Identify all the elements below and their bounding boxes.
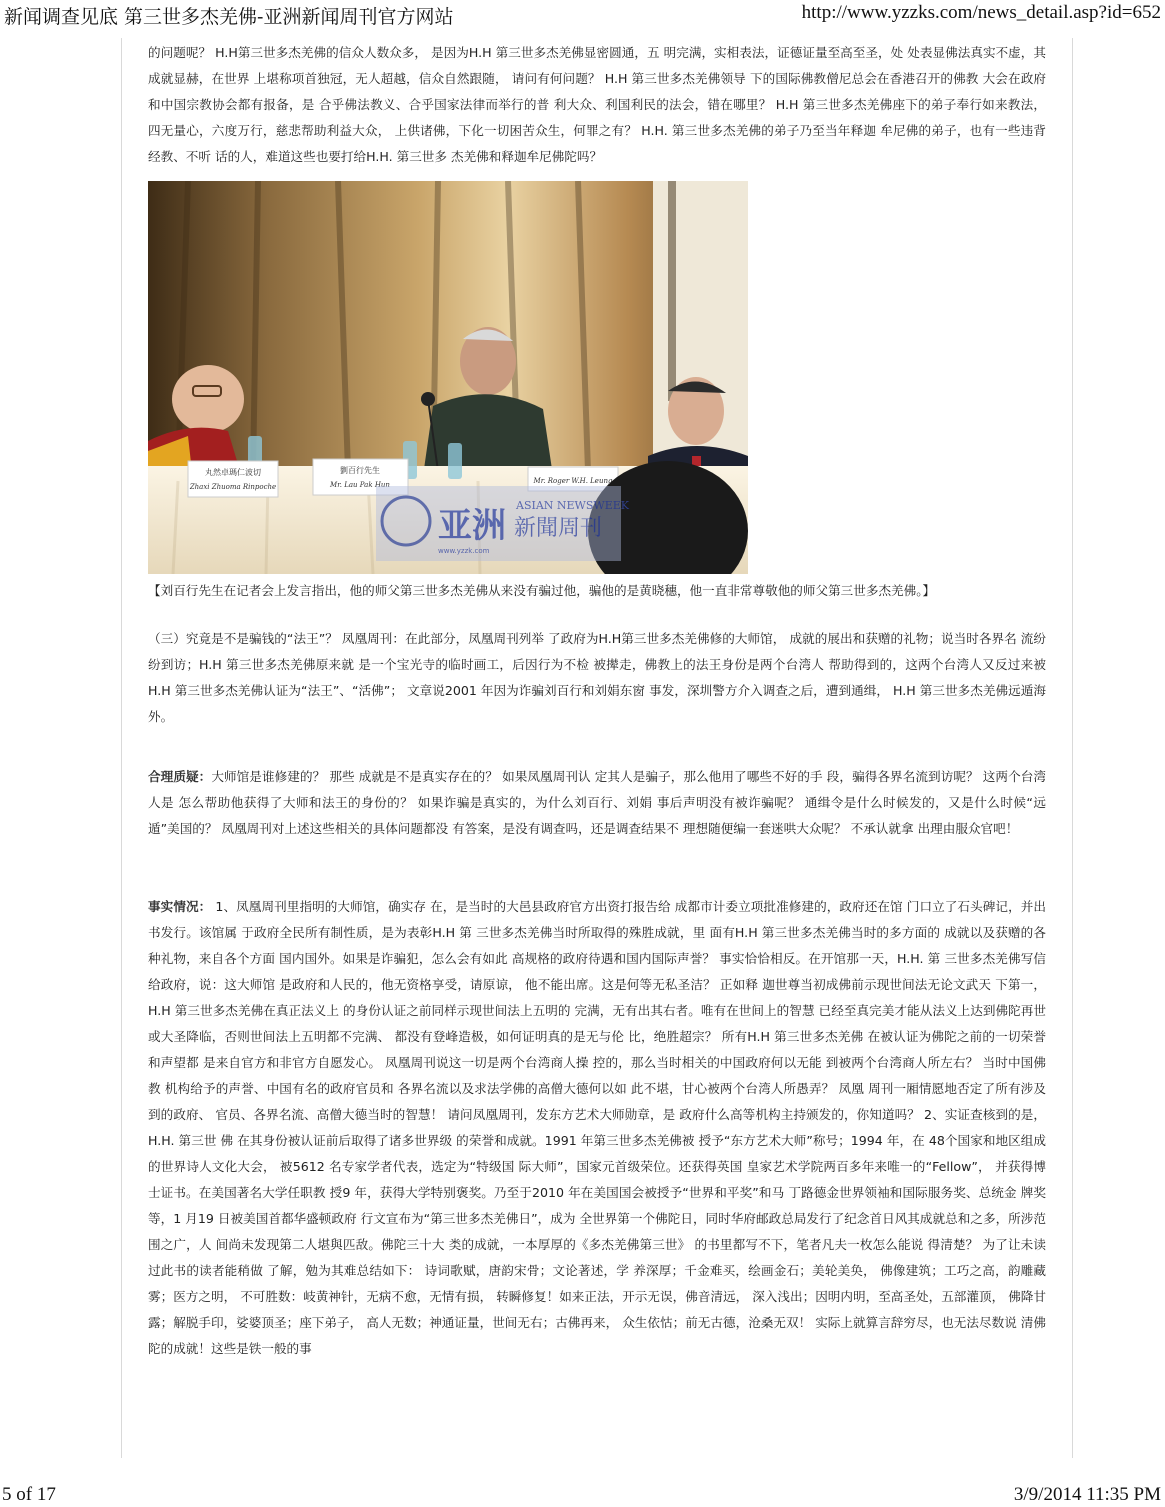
watermark-cn-1: 亚洲	[438, 506, 506, 546]
print-header	[0, 0, 1165, 36]
article-paragraph-3	[148, 764, 1046, 842]
placard-left	[188, 461, 278, 497]
page-title: 新闻调查见底 第三世多杰羌佛-亚洲新闻周刊官方网站	[4, 6, 454, 28]
watermark-site: www.yzzk.com	[438, 547, 490, 555]
paragraph-3-label: 合理质疑：	[148, 769, 212, 784]
paragraph-4-text: 1、凤凰周刊里指明的大师馆，确实存 在，是当时的大邑县政府官方出资打报告给 成都市计委立项批准修建的，政府还在馆 门口立了石头碑记，并出书发行。该馆属 于政府全民所有制性质，是为表彰H.H 第 三世多杰羌佛当时所取得的殊胜成就，里 面有H.H 第三世多杰羌佛当时的多方面的 成就以及获赠的各种礼物，来自各个方面 国内国外。如果是诈骗犯，怎么会有如此 高规格的政府待遇和国内国际声誉？ 事实恰恰相反。在开馆那一天，H.H. 第 三世多杰羌佛写信给政府，说：这大师馆 是政府和人民的，他无资格享受，请原谅， 他不能出席。这是何等无私圣洁？ 正如释 迦世尊当初成佛前示现世间法无论文武天 下第一，H.H 第三世多杰羌佛在真正法义上 的身份认证之前同样示现世间法上五明的 完满，无有出其右者。唯有在世间上的智慧 已经至真完美才能从法义上达到佛陀再世 或大圣降临，否则世间法上五明都不完满、 都没有登峰造极，如何证明真的是无与伦 比，绝胜超宗？ 所有H.H 第三世多杰羌佛 在被认证为佛陀之前的一切荣誉和声望都 是来自官方和非官方自愿发心。 凤凰周刊说这一切是两个台湾商人操 控的，那么当时相关的中国政府何以无能 到被两个台湾商人所左右？ 当时中国佛教 机构给予的声誉、中国有名的政府官员和 各界名流以及求法学佛的高僧大德何以如 此不堪，甘心被两个台湾人所愚弄？ 凤凰 周刊一厢情愿地否定了所有涉及到的政府、 官员、各界名流、高僧大德当时的智慧！ 请问凤凰周刊，发东方艺术大师勋章，是 政府什么高等机构主持颁发的，你知道吗？ 2、实证查核到的是，H.H. 第三世 佛 在其身份被认证前后取得了诸多世界级 的荣誉和成就。1991 年第三世多杰羌佛被 授予“东方艺术大师”称号；1994 年，在 48个国家和地区组成的世界诗人文化大会， 被5612 名专家学者代表，选定为“特级国 际大师”，国家元首级荣位。还获得英国 皇家艺术学院两百多年来唯一的“Fellow”， 并获得博士证书。在美国著名大学任职教 授9 年，获得大学特别褒奖。乃至于2010 年在美国国会被授予“世界和平奖”和马 丁路德金世界领袖和国际服务奖、总统金 牌奖等，1 月19 日被美国首都华盛顿政府 行文宣布为“第三世多杰羌佛日”，成为 全世界第一个佛陀日，同时华府邮政总局发行了纪念首日风其成就总和之多，所涉范围之广，人 间尚未发现第二人堪與匹敌。佛陀三十大 类的成就，一本厚厚的《多杰羌佛第三世》 的书里都写不下，笔者凡夫一枚怎么能说 得清楚？ 为了让未读过此书的读者能稍做 了解，勉为其难总结如下： 诗词歌赋，唐韵宋骨；文论著述，学 养深厚；千金难买，绘画金石；美轮美奂， 佛像建筑；工巧之高，韵雕藏雾；医方之明， 不可胜数：岐黄神针，无病不愈，无情有损， 转瞬修复！如来正法，开示无误，佛音清远， 深入浅出；因明内明，至高圣处，五部灌顶， 佛降甘露；解脱手印，娑婆顶圣；座下弟子， 高人无数；神通证量，世间无右；古佛再来， 众生依怙；前无古德，沧桑无双！ 实际上就算言辞穷尽，也无法尽数说 清佛陀的成就！这些是铁一般的事	[148, 899, 1046, 1356]
photo-caption: 【刘百行先生在记者会上发言指出，他的师父第三世多杰羌佛从来没有骗过他，骗他的是黄晓穗，他一直非常尊敬他的师父第三世多杰羌佛。】	[148, 583, 936, 598]
article-paragraph-1: 的问题呢？ H.H第三世多杰羌佛的信众人数众多， 是因为H.H 第三世多杰羌佛显密圆通，五 明完满，实相表法，证德证量至高至圣，处 处表显佛法真实不虚，其成就显赫，在世界 上堪称项首独冠，无人超越，信众自然跟随， 请问有何问题？ H.H 第三世多杰羌佛领导 下的国际佛教僧尼总会在香港召开的佛教 大会在政府和中国宗教协会都有报备，是 合乎佛法教义、合乎国家法律而举行的普 利大众、利国利民的法会，错在哪里？ H.H 第三世多杰羌佛座下的弟子奉行如来教法， 四无量心，六度万行，慈悲帮助利益大众， 上供诸佛，下化一切困苦众生，何罪之有？ H.H. 第三世多杰羌佛的弟子乃至当年释迦 牟尼佛的弟子，也有一些违背经教、不听 话的人，难道这些也要打给H.H. 第三世多 杰羌佛和释迦牟尼佛陀吗？	[148, 45, 1046, 164]
press-conference-photo	[148, 181, 748, 574]
article-paragraph-4	[148, 894, 1046, 1362]
newsweek-watermark	[376, 486, 630, 561]
placard-mid-en: Mr. Lau Pak Hun	[330, 481, 390, 489]
paragraph-4-label: 事实情况：	[148, 899, 212, 914]
page-url[interactable]: http://www.yzzks.com/news_detail.asp?id=652	[801, 2, 1161, 23]
watermark-en: ASIAN NEWSWEEK	[516, 499, 629, 512]
print-datetime: 3/9/2014 11:35 PM	[1013, 1484, 1161, 1505]
paragraph-3-text: 大师馆是谁修建的？ 那些 成就是不是真实存在的？ 如果凤凰周刊认 定其人是骗子，那么他用了哪些不好的手 段，骗得各界名流到访呢？ 这两个台湾人是 怎么帮助他获得了大师和法王的身份的？ 如果诈骗是真实的，为什么刘百行、刘娟 事后声明没有被诈骗呢？ 通缉令是什么时候发的，又是什么时候“远遁”美国的？ 凤凰周刊对上述这些相关的具体问题都没 有答案，是没有调查吗，还是调查结果不 理想随便编一套迷哄大众呢？ 不承认就拿 出理由服众官吧！	[148, 769, 1046, 836]
page-count: 5 of 17	[2, 1484, 56, 1505]
article-paragraph-2: （三）究竟是不是骗钱的“法王”？ 凤凰周刊：在此部分，凤凰周刊列举 了政府为H.H第三世多杰羌佛修的大师馆， 成就的展出和获赠的礼物；说当时各界名 流纷纷到访；H.H 第三世多杰羌佛原来就 是一个宝光寺的临时画工，后因行为不检 被撵走，佛教上的法王身份是两个台湾人 帮助得到的，这两个台湾人又反过来被H.H 第三世多杰羌佛认证为“法王”、“活佛”； 文章说2001 年因为诈骗刘百行和刘娟东窗 事发，深圳警方介入调查之后，遭到通缉， H.H 第三世多杰羌佛远遁海外。	[148, 631, 1046, 724]
article-photo	[148, 181, 748, 574]
placard-left-cn: 丸然卓瑪仁波切	[205, 468, 261, 477]
placard-mid-cn: 劉百行先生	[340, 466, 380, 475]
watermark-cn-2: 新聞周刊	[514, 516, 603, 541]
placard-right-en: Mr. Roger W.H. Leung	[533, 477, 613, 485]
placard-left-en: Zhaxi Zhuoma Rinpoche	[189, 483, 277, 491]
